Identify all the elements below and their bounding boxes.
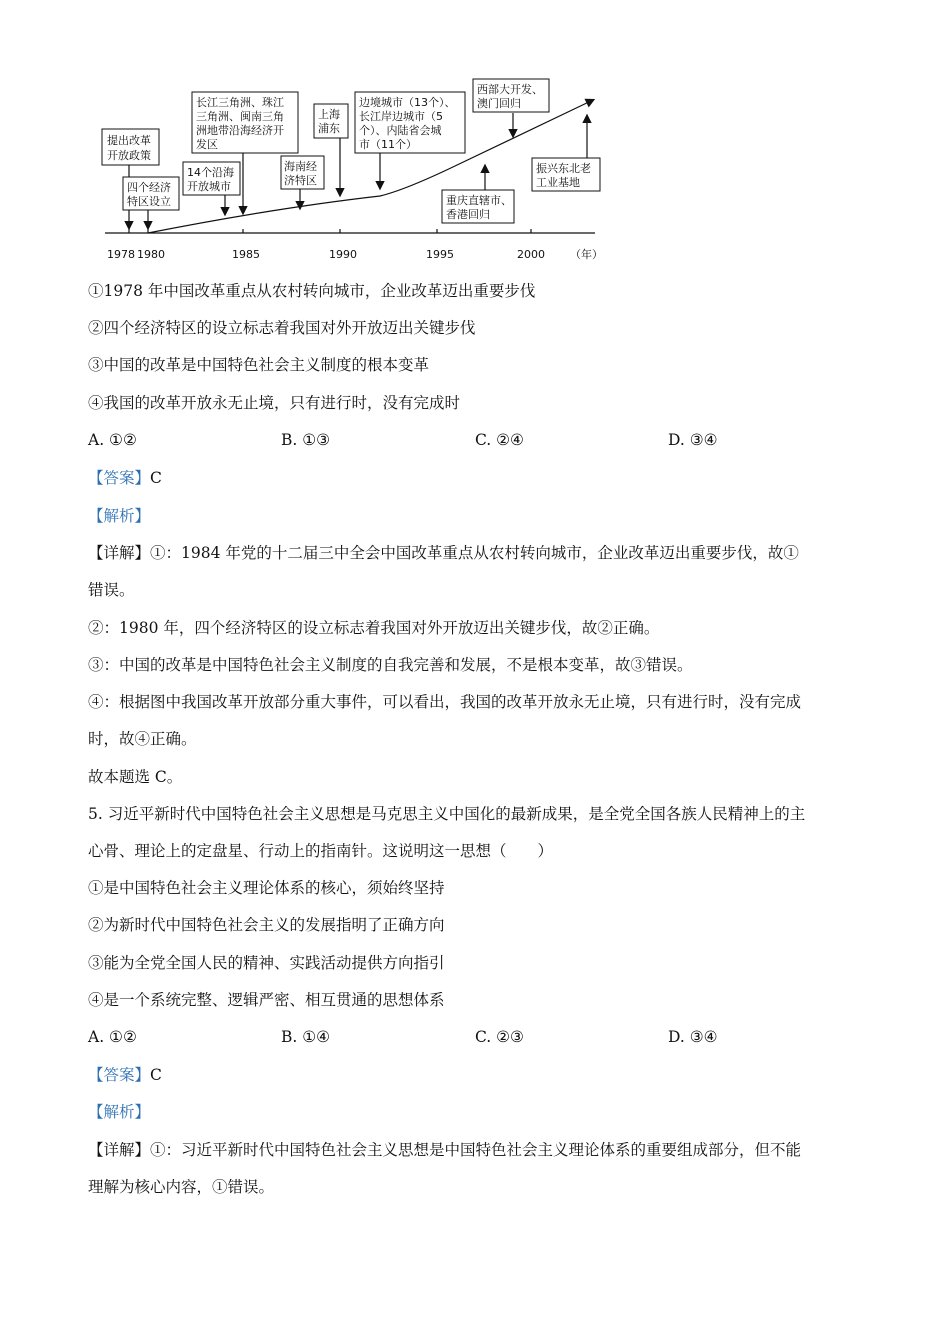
svg-text:特区设立: 特区设立 [127, 195, 171, 208]
svg-text:提出改革: 提出改革 [107, 134, 151, 147]
event-four-sez [123, 177, 179, 210]
q4-statement: ①1978 年中国改革重点从农村转向城市，企业改革迈出重要步伐 [88, 282, 536, 300]
event-border-cities [355, 92, 465, 153]
svg-text:工业基地: 工业基地 [536, 176, 580, 189]
answer-tag: 【答案】 [88, 469, 151, 487]
q4-statement: ②四个经济特区的设立标志着我国对外开放迈出关键步伐 [88, 319, 476, 337]
q5-stem: 心骨、理论上的定盘星、行动上的指南针。这说明这一思想（ ） [88, 842, 554, 860]
svg-text:长江岸边城市（5: 长江岸边城市（5 [359, 110, 443, 123]
q4-statement: ③中国的改革是中国特色社会主义制度的根本变革 [88, 356, 430, 374]
axis-label: 1978 [107, 248, 135, 261]
option-b: B. ①④ [281, 1028, 331, 1046]
q5-statement: ②为新时代中国特色社会主义的发展指明了正确方向 [88, 916, 445, 934]
event-14-coastal-cities [183, 162, 240, 195]
q4-analysis-tag: 【解析】 [88, 507, 151, 525]
q5-statement: ①是中国特色社会主义理论体系的核心，须始终坚持 [88, 879, 445, 897]
svg-text:西部大开发、: 西部大开发、 [477, 83, 543, 96]
q5-detail: 【详解】①：习近平新时代中国特色社会主义思想是中国特色社会主义理论体系的重要组成部分，但不能 [88, 1141, 802, 1159]
event-west-macau [473, 79, 549, 112]
svg-text:济特区: 济特区 [284, 174, 317, 187]
svg-text:海南经: 海南经 [284, 160, 317, 173]
q4-detail: ②：1980 年，四个经济特区的设立标志着我国对外开放迈出关键步伐，故②正确。 [88, 619, 660, 637]
svg-text:振兴东北老: 振兴东北老 [536, 162, 591, 175]
svg-text:个）、内陆省会城: 个）、内陆省会城 [359, 124, 442, 137]
svg-text:澳门回归: 澳门回归 [477, 97, 521, 110]
reform-timeline-figure [95, 78, 615, 268]
svg-text:市（11个）: 市（11个） [359, 138, 417, 151]
event-delta-zones [192, 92, 298, 153]
q5-detail: 理解为核心内容，①错误。 [88, 1178, 275, 1196]
event-reform-policy [102, 129, 159, 165]
svg-text:边境城市（13个）、: 边境城市（13个）、 [359, 96, 456, 109]
svg-text:上海: 上海 [318, 108, 340, 121]
answer-tag: 【答案】 [88, 1066, 151, 1084]
axis-label: 1995 [426, 248, 454, 261]
answer-value: C [150, 469, 162, 487]
option-d: D. ③④ [668, 1028, 718, 1046]
svg-text:开放政策: 开放政策 [107, 149, 151, 162]
axis-label: 2000 [517, 248, 545, 261]
axis-label: 1990 [329, 248, 357, 261]
svg-text:浦东: 浦东 [318, 122, 340, 135]
svg-text:开放城市: 开放城市 [187, 180, 231, 193]
q5-stem: 5. 习近平新时代中国特色社会主义思想是马克思主义中国化的最新成果，是全党全国各族人民精神上的主 [88, 805, 806, 823]
svg-text:14个沿海: 14个沿海 [187, 166, 234, 179]
option-d: D. ③④ [668, 431, 718, 449]
option-a: A. ①② [88, 1028, 137, 1046]
option-b: B. ①③ [281, 431, 331, 449]
q4-detail: ④：根据图中我国改革开放部分重大事件，可以看出，我国的改革开放永无止境，只有进行时，没有完成 [88, 693, 802, 711]
q5-analysis-tag: 【解析】 [88, 1103, 151, 1121]
q4-detail: 错误。 [88, 581, 135, 599]
q5-answer [88, 1065, 162, 1085]
svg-text:长江三角洲、珠江: 长江三角洲、珠江 [196, 96, 284, 109]
q4-statement: ④我国的改革开放永无止境，只有进行时，没有完成时 [88, 394, 461, 412]
svg-text:洲地带沿海经济开: 洲地带沿海经济开 [196, 124, 284, 137]
q4-detail: 时，故④正确。 [88, 730, 197, 748]
svg-text:发区: 发区 [196, 138, 218, 151]
event-chongqing-hongkong [442, 190, 514, 223]
event-northeast-revival [532, 158, 600, 191]
option-a: A. ①② [88, 431, 137, 449]
q5-statement: ③能为全党全国人民的精神、实践活动提供方向指引 [88, 954, 445, 972]
option-c: C. ②④ [475, 431, 524, 449]
answer-value: C [150, 1066, 162, 1084]
svg-text:香港回归: 香港回归 [446, 208, 490, 221]
event-hainan-sez [281, 156, 324, 189]
axis-label: 1985 [232, 248, 260, 261]
event-shanghai-pudong [314, 104, 348, 138]
q4-answer [88, 468, 162, 488]
q4-conclusion: 故本题选 C。 [88, 768, 183, 786]
q5-statement: ④是一个系统完整、逻辑严密、相互贯通的思想体系 [88, 991, 445, 1009]
option-c: C. ②③ [475, 1028, 524, 1046]
q4-detail: 【详解】①：1984 年党的十二届三中全会中国改革重点从农村转向城市，企业改革迈出重要步伐，故① [88, 544, 799, 562]
svg-text:四个经济: 四个经济 [127, 181, 171, 194]
axis-label: （年） [570, 248, 603, 261]
axis-label: 1980 [137, 248, 165, 261]
q4-detail: ③：中国的改革是中国特色社会主义制度的自我完善和发展，不是根本变革，故③错误。 [88, 656, 693, 674]
svg-text:重庆直辖市、: 重庆直辖市、 [446, 194, 512, 207]
svg-text:三角洲、闽南三角: 三角洲、闽南三角 [196, 110, 284, 123]
